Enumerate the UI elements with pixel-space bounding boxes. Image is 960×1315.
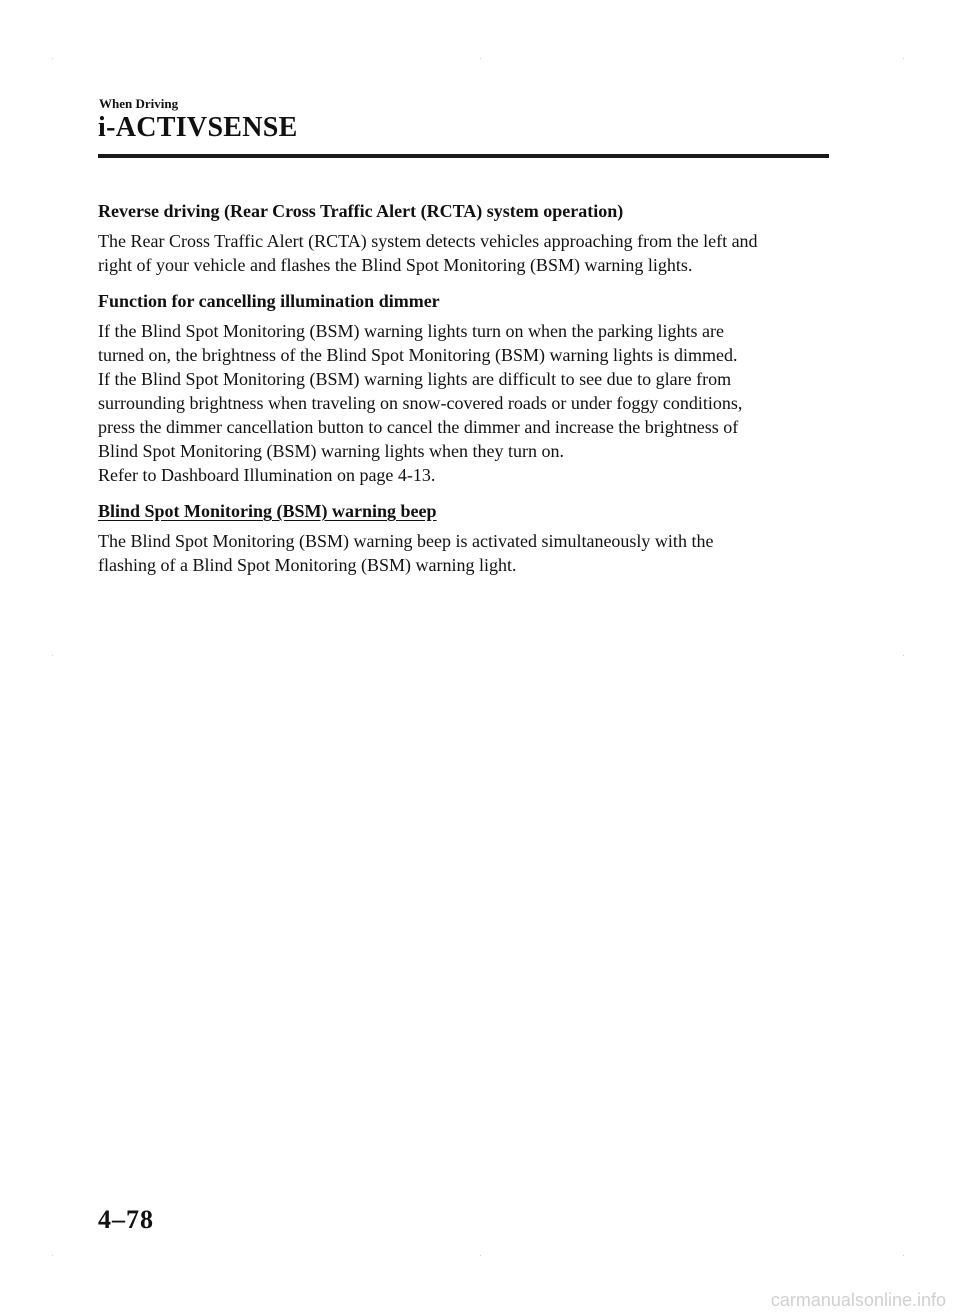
paragraph-line: Blind Spot Monitoring (BSM) warning lights when they turn on. xyxy=(98,441,564,461)
paragraph-line: The Rear Cross Traffic Alert (RCTA) system detects vehicles approaching from the left and xyxy=(98,231,758,251)
paragraph-line: Refer to Dashboard Illumination on page 4-13. xyxy=(98,465,436,485)
page-content xyxy=(98,199,838,589)
paragraph-line: If the Blind Spot Monitoring (BSM) warning lights turn on when the parking lights are xyxy=(98,321,724,341)
paragraph-line: flashing of a Blind Spot Monitoring (BSM) warning light. xyxy=(98,555,517,575)
crop-mark xyxy=(480,1255,481,1256)
chapter-title: i-ACTIVSENSE xyxy=(98,112,298,143)
crop-mark xyxy=(480,58,481,59)
header-divider xyxy=(98,154,829,158)
paragraph-dimmer xyxy=(98,319,838,487)
paragraph-rcta xyxy=(98,229,838,277)
crop-mark xyxy=(52,1255,53,1256)
paragraph-warning-beep xyxy=(98,529,838,577)
section-heading-warning-beep: Blind Spot Monitoring (BSM) warning beep xyxy=(98,501,437,521)
paragraph-line: surrounding brightness when traveling on snow-covered roads or under foggy conditions, xyxy=(98,393,743,413)
crop-mark xyxy=(52,655,53,656)
crop-mark xyxy=(903,58,904,59)
paragraph-line: The Blind Spot Monitoring (BSM) warning beep is activated simultaneously with the xyxy=(98,531,714,551)
paragraph-line: press the dimmer cancellation button to cancel the dimmer and increase the brightness of xyxy=(98,417,739,437)
crop-mark xyxy=(903,655,904,656)
crop-mark xyxy=(903,1255,904,1256)
section-heading-dimmer: Function for cancelling illumination dimmer xyxy=(98,291,440,311)
page-number: 4–78 xyxy=(98,1205,154,1234)
watermark: carmanualsonline.info xyxy=(770,1290,946,1310)
section-heading-rcta: Reverse driving (Rear Cross Traffic Alert (RCTA) system operation) xyxy=(98,201,624,221)
section-label: When Driving xyxy=(99,96,179,111)
crop-mark xyxy=(52,58,53,59)
paragraph-line: turned on, the brightness of the Blind Spot Monitoring (BSM) warning lights is dimmed. xyxy=(98,345,738,365)
paragraph-line: right of your vehicle and flashes the Blind Spot Monitoring (BSM) warning lights. xyxy=(98,255,693,275)
paragraph-line: If the Blind Spot Monitoring (BSM) warning lights are difficult to see due to glare from xyxy=(98,369,732,389)
